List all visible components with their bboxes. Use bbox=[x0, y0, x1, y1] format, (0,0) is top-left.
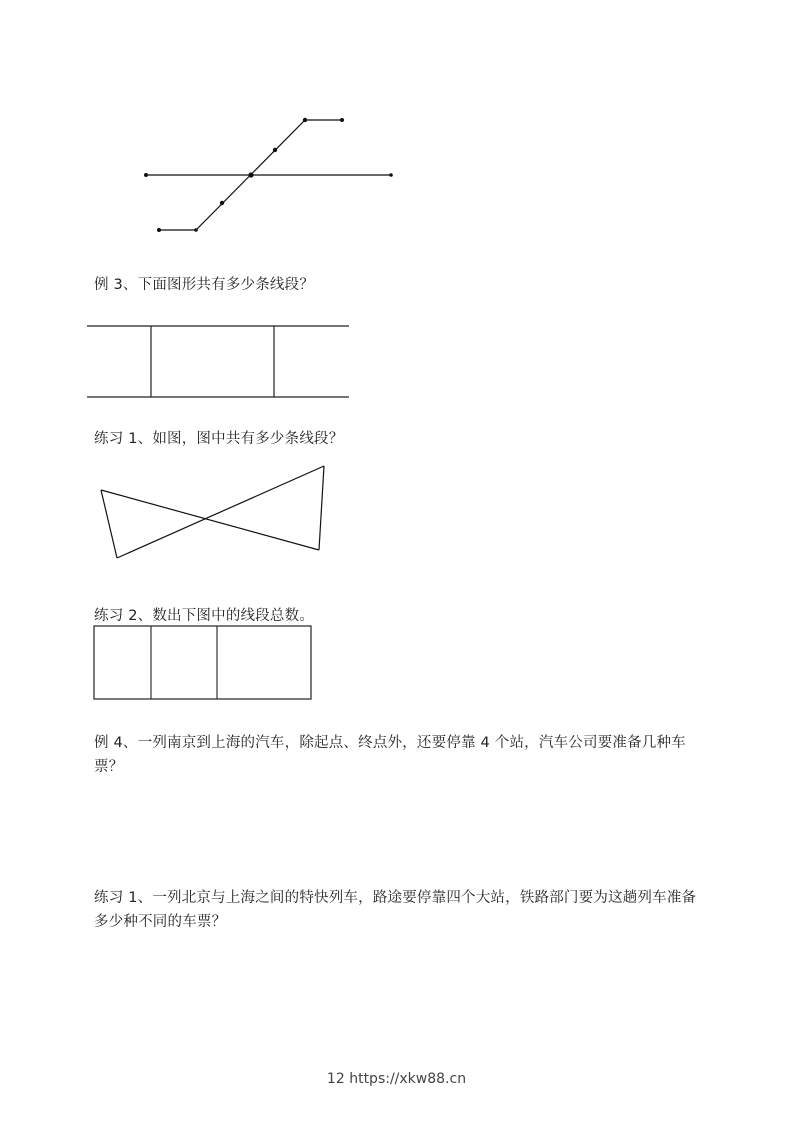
example-3-question: 例 3、下面图形共有多少条线段？ bbox=[94, 277, 315, 293]
page-number: 12 bbox=[326, 1071, 345, 1087]
page-footer bbox=[0, 1071, 793, 1087]
outer-rectangle bbox=[94, 626, 311, 699]
practice-1-train-question: 练习 1、一列北京与上海之间的特快列车，路途要停靠四个大站，铁路部门要为这趟列车准备多少种不同的车票？ bbox=[94, 890, 697, 930]
example-4-question: 例 4、一列南京到上海的汽车，除起点、终点外，还要停靠 4 个站，汽车公司要准备几种车票？ bbox=[94, 735, 686, 775]
practice-1-question: 练习 1、如图，图中共有多少条线段？ bbox=[94, 431, 344, 447]
practice-2-question: 练习 2、数出下图中的线段总数。 bbox=[94, 608, 315, 624]
footer-url: https://xkw88.cn bbox=[349, 1071, 467, 1087]
